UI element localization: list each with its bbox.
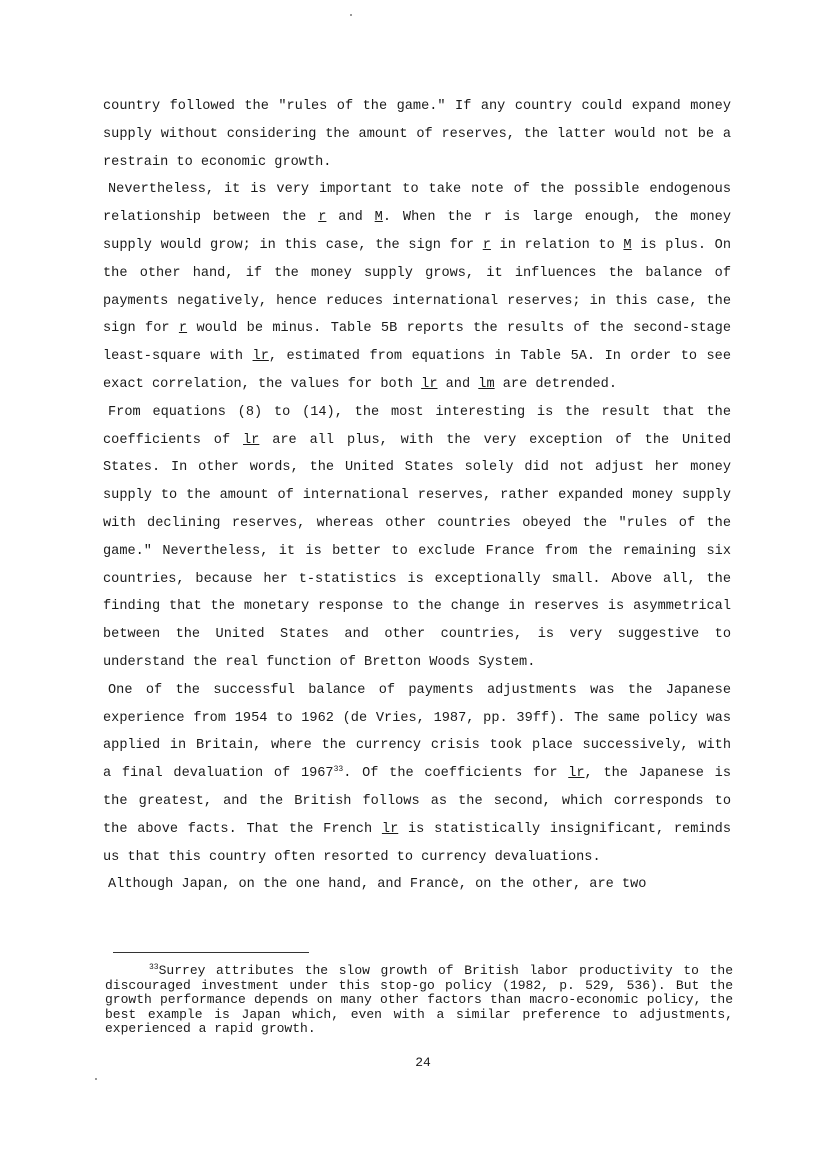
paragraph-3: From equations (8) to (14), the most interesting is the result that the coefficients of lr are all plus, with the very exception of the United States. In other words, the United States solely did not adjust her money supply to the amount of international reserves, rather expanded money supply with declining reserves, whereas other countries obeyed the "rules of the game." Nevertheless, it is better to exclude France from the remaining six countries, because her t-statistics is exceptionally small. Above all, the finding that the monetary response to the change in reserves is asymmetrical between the United States and other countries, is very suggestive to understand the real function of Bretton Woods System.	[103, 404, 731, 670]
paragraph-1: country followed the "rules of the game." If any country could expand money supply without considering the amount of reserves, the latter would not be a restrain to economic growth.	[103, 99, 731, 170]
footnote-reference: 33	[333, 765, 344, 775]
scan-speck	[350, 14, 352, 16]
footnote-33	[105, 964, 733, 1037]
body-text	[103, 93, 731, 899]
scan-speck	[95, 1078, 97, 1080]
page-number: 24	[415, 1055, 431, 1070]
footnote-text: Surrey attributes the slow growth of British labor productivity to the discouraged investment under this stop-go policy (1982, p. 529, 536). But the growth performance depends on many other factors than macro-economic policy, the best example is Japan which, even with a similar preference to adjustments, experienced a rapid growth.	[105, 963, 733, 1036]
footnote-marker: 33	[149, 963, 159, 972]
paragraph-5: Although Japan, on the one hand, and France, on the other, are two	[108, 877, 647, 893]
paragraph-2: Nevertheless, it is very important to take note of the possible endogenous relationship between the r and M. When the r is large enough, the money supply would grow; in this case, the sign for r in relation to M is plus. On the other hand, if the money supply grows, it influences the balance of payments negatively, hence reduces international reserves; in this case, the sign for r would be minus. Table 5B reports the results of the second-stage least-square with lr, estimated from equations in Table 5A. In order to see exact correlation, the values for both lr and lm are detrended.	[103, 182, 731, 392]
footnote-separator	[113, 952, 309, 953]
footnote	[105, 964, 733, 1037]
paragraph-4: One of the successful balance of payments adjustments was the Japanese experience from 1954 to 1962 (de Vries, 1987, pp. 39ff). The same policy was applied in Britain, where the currency crisis took place successively, with a final devaluation of 1967$^{33}$. Of the coefficients for lr, the Japanese is the greatest, and the British follows as the second, which corresponds to the above facts. That the French lr is statistically insignificant, reminds us that this country often resorted to currency devaluations.	[103, 682, 732, 865]
